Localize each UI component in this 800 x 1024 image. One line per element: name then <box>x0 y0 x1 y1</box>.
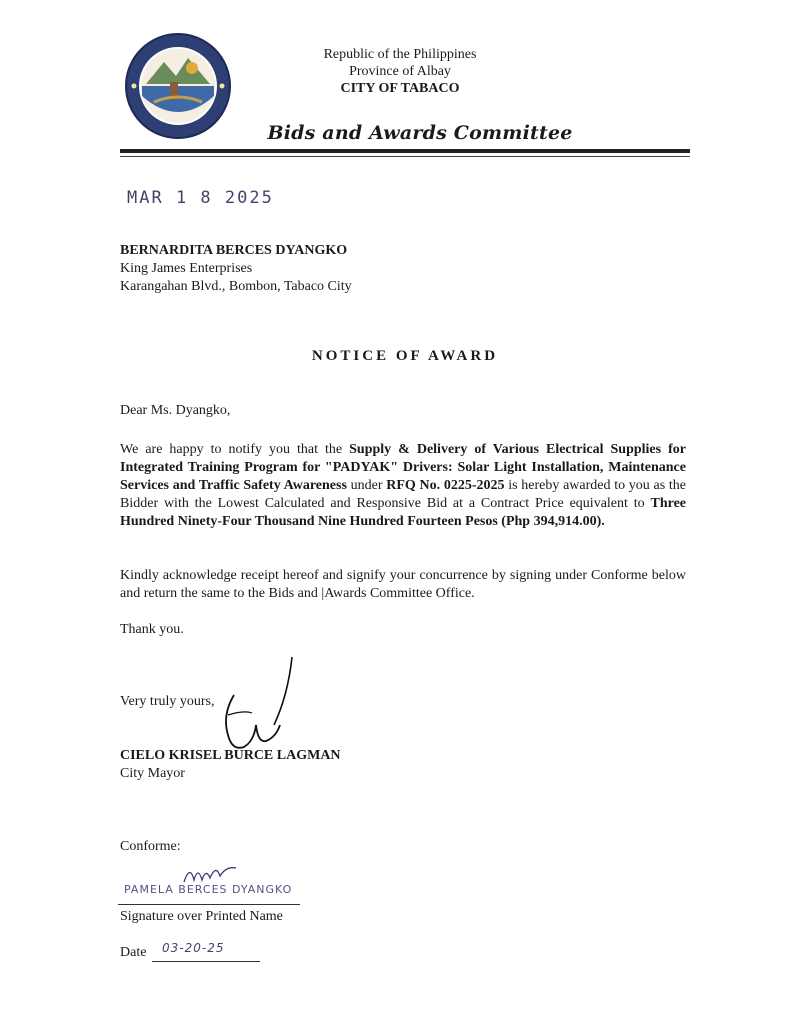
letterhead <box>290 46 510 97</box>
award-text: is hereby awarded to you as the Bidder with the Lowest Calculated and Responsive Bid at a Contract Price equivalent to <box>120 478 687 511</box>
recipient-name: BERNARDITA BERCES DYANGKO <box>120 243 348 258</box>
stamped-printed-name: PAMELA BERCES DYANGKO <box>124 883 293 896</box>
contract-price: Three Hundred Ninety-Four Thousand Nine Hundred Fourteen Pesos (Php 394,914.00). <box>120 496 686 529</box>
award-paragraph <box>120 441 686 531</box>
project-title: Supply & Delivery of Various Electrical Supplies for Integrated Training Program for "PADYAK" Drivers: Solar Light Installation, Maintenance Services and Traffic Safety Awareness <box>120 442 686 493</box>
conforme-label: Conforme: <box>120 839 181 854</box>
signature-label: Signature over Printed Name <box>120 909 283 924</box>
letterhead-province: Province of Albay <box>349 64 451 79</box>
date-handwritten: 03-20-25 <box>162 941 225 955</box>
recipient-address: Karangahan Blvd., Bombon, Tabaco City <box>120 279 352 294</box>
date-line <box>152 961 260 962</box>
header-rule <box>120 149 690 153</box>
notice-title: NOTICE OF AWARD <box>311 348 499 364</box>
recipient-company: King James Enterprises <box>120 261 253 276</box>
acknowledge-paragraph: Kindly acknowledge receipt hereof and signify your concurrence by signing under Conforme below and return the same to the Bids and |Awards Committee Office. <box>120 568 686 601</box>
salutation: Dear Ms. Dyangko, <box>120 403 231 418</box>
closing: Very truly yours, <box>120 694 215 709</box>
rfq-number: RFQ No. 0225-2025 <box>386 478 505 493</box>
recipient-block <box>120 242 352 296</box>
date-label: Date <box>120 945 147 960</box>
award-under: under <box>346 478 387 493</box>
letterhead-country: Republic of the Philippines <box>323 47 477 62</box>
signer-title: City Mayor <box>120 766 185 781</box>
city-of-tabaco-seal <box>124 32 232 140</box>
signer-name: CIELO KRISEL BURCE LAGMAN <box>120 748 341 763</box>
thank-you: Thank you. <box>120 622 184 637</box>
letterhead-city: CITY OF TABACO <box>340 81 460 96</box>
signature-line <box>118 904 300 905</box>
committee-name: Bids and Awards Committee <box>267 122 573 144</box>
award-intro: We are happy to notify you that the <box>120 442 350 457</box>
signer-block <box>120 747 341 783</box>
header-rule-thin <box>120 156 690 157</box>
date-stamp: MAR 1 8 2025 <box>127 188 274 208</box>
